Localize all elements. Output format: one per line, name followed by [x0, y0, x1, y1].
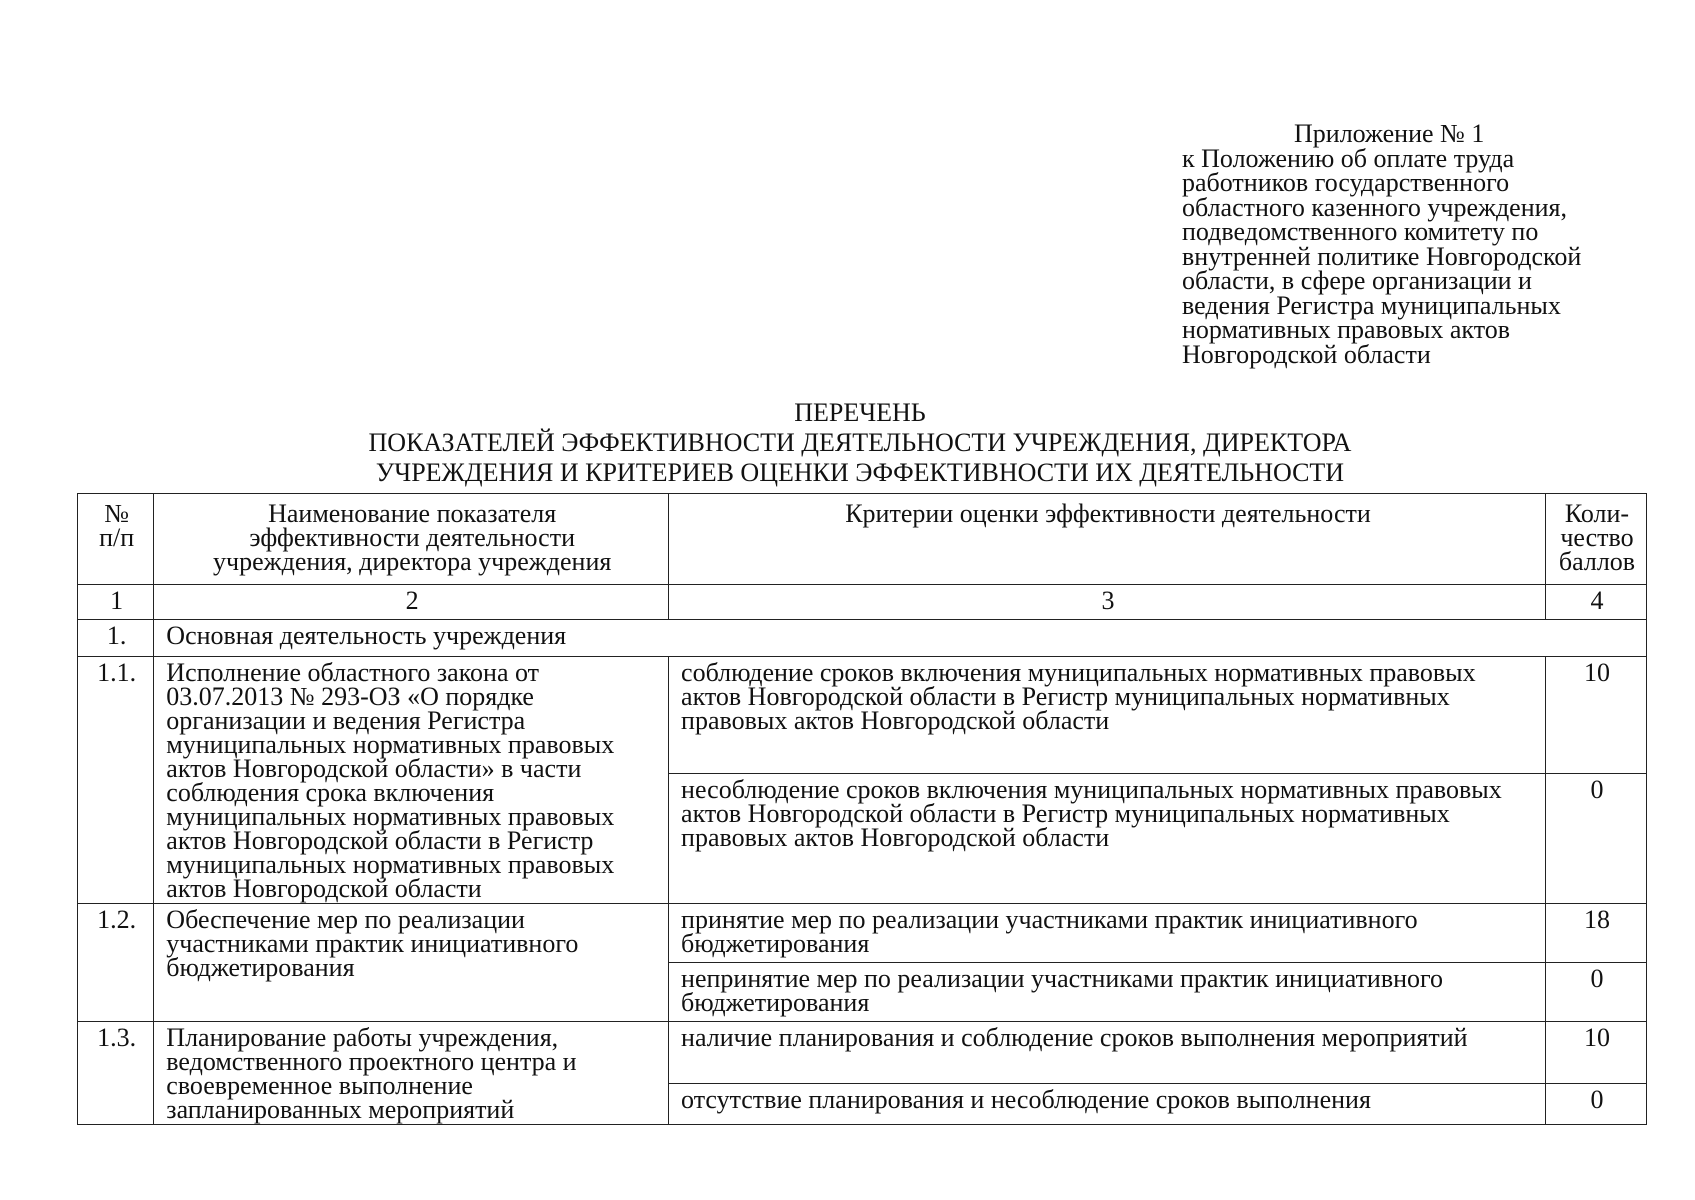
header-num-line: п/п — [99, 523, 135, 552]
column-number-row — [78, 585, 1647, 620]
column-number: 3 — [669, 585, 1546, 620]
criterion-cell: отсутствие планирования и несоблюдение сроков выполнения — [669, 1084, 1546, 1125]
heading-subtitle-line: ПОКАЗАТЕЛЕЙ ЭФФЕКТИВНОСТИ ДЕЯТЕЛЬНОСТИ УЧРЕЖДЕНИЯ, ДИРЕКТОРА — [368, 428, 1352, 457]
header-indicator — [154, 494, 669, 585]
appendix-block — [1182, 119, 1642, 369]
appendix-line: внутренней политике Новгородской — [1182, 241, 1582, 271]
score-cell: 18 — [1545, 904, 1646, 963]
appendix-line: подведомственного комитету по — [1182, 217, 1539, 246]
appendix-line: к Положению об оплате труда — [1182, 143, 1515, 173]
header-indicator-line: Наименование показателя — [268, 499, 557, 528]
appendix-line: ведения Регистра муниципальных — [1182, 290, 1561, 320]
appendix-line: областного казенного учреждения, — [1182, 192, 1567, 222]
heading-subtitle-line: УЧРЕЖДЕНИЯ И КРИТЕРИЕВ ОЦЕНКИ ЭФФЕКТИВНОСТИ ИХ ДЕЯТЕЛЬНОСТИ — [375, 458, 1345, 487]
row-num: 1.1. — [78, 657, 154, 904]
header-score-line: Коли- — [1564, 499, 1630, 528]
criterion-cell: наличие планирования и соблюдение сроков выполнения мероприятий — [669, 1022, 1546, 1084]
table-row — [78, 1022, 1647, 1084]
column-number: 2 — [154, 585, 669, 620]
heading-title: ПЕРЕЧЕНЬ — [794, 398, 926, 427]
appendix-line: нормативных правовых актов — [1182, 315, 1511, 344]
header-indicator-line: учреждения, директора учреждения — [213, 547, 612, 576]
criterion-cell: несоблюдение сроков включения муниципальных нормативных правовых актов Новгородской области в Регистр муниципальных нормативных правовых актов Новгородской области — [669, 774, 1546, 904]
indicator-cell: Планирование работы учреждения, ведомственного проектного центра и своевременное выполнение запланированных мероприятий — [154, 1022, 669, 1125]
appendix-title: Приложение № 1 — [1294, 119, 1485, 148]
row-num: 1.3. — [78, 1022, 154, 1125]
appendix-line: работников государственного — [1182, 168, 1510, 197]
score-cell: 0 — [1545, 963, 1646, 1022]
criterion-cell: непринятие мер по реализации участниками практик инициативного бюджетирования — [669, 963, 1546, 1022]
table-row — [78, 657, 1647, 774]
header-num-line: № — [104, 499, 130, 528]
section-row — [78, 620, 1647, 657]
indicator-cell: Обеспечение мер по реализации участниками практик инициативного бюджетирования — [154, 904, 669, 1022]
header-score — [1545, 494, 1646, 585]
section-num: 1. — [78, 620, 154, 657]
section-title: Основная деятельность учреждения — [154, 620, 1647, 657]
criterion-cell: принятие мер по реализации участниками практик инициативного бюджетирования — [669, 904, 1546, 963]
criterion-cell: соблюдение сроков включения муниципальных нормативных правовых актов Новгородской области в Регистр муниципальных нормативных правовых актов Новгородской области — [669, 657, 1546, 774]
score-cell: 10 — [1545, 657, 1646, 774]
column-number: 1 — [78, 585, 154, 620]
header-indicator-line: эффективности деятельности — [249, 523, 575, 552]
header-score-line: чество — [1560, 523, 1634, 552]
row-num: 1.2. — [78, 904, 154, 1022]
header-criteria: Критерии оценки эффективности деятельности — [669, 494, 1546, 585]
header-num — [78, 494, 154, 585]
score-cell: 10 — [1545, 1022, 1646, 1084]
column-number: 4 — [1545, 585, 1646, 620]
score-cell: 0 — [1545, 774, 1646, 904]
indicators-table — [77, 493, 1647, 1125]
table-header-row — [78, 494, 1647, 585]
document-heading — [80, 398, 1640, 488]
header-score-line: баллов — [1558, 547, 1636, 576]
appendix-line: области, в сфере организации и — [1182, 266, 1532, 295]
table-row — [78, 904, 1647, 963]
indicator-cell: Исполнение областного закона от 03.07.2013 № 293-ОЗ «О порядке организации и ведения Регистра муниципальных нормативных правовых актов Новгородской области» в части соблюдения срока включения муниципальных нормативных правовых актов Новгородской области в Регистр муниципальных нормативных правовых актов Новгородской области — [154, 657, 669, 904]
score-cell: 0 — [1545, 1084, 1646, 1125]
appendix-line: Новгородской области — [1182, 339, 1431, 369]
